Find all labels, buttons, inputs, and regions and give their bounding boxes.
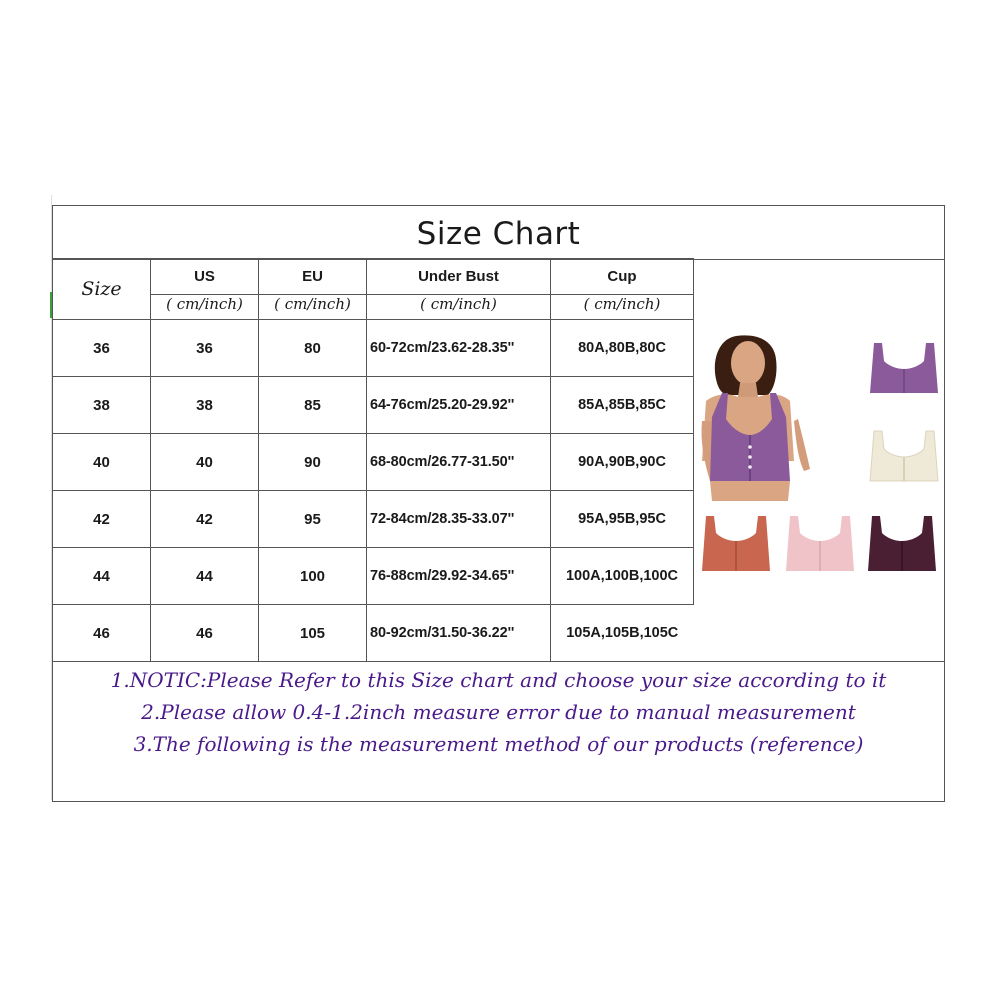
cell-size: 44: [53, 548, 151, 605]
cell-size: 36: [53, 320, 151, 377]
cell-eu: 85: [259, 377, 367, 434]
cell-cup: 85A,85B,85C: [551, 377, 694, 434]
cell-cup: 80A,80B,80C: [551, 320, 694, 377]
unit-us: ( cm/inch): [151, 295, 259, 320]
bra-terracotta: [702, 516, 770, 571]
model-figure: [701, 335, 810, 501]
cell-under-bust: 68-80cm/26.77-31.50'': [367, 434, 551, 491]
cell-size: 46: [53, 605, 151, 662]
cell-us: 36: [151, 320, 259, 377]
cell-eu: 105: [259, 605, 367, 662]
cell-eu: 90: [259, 434, 367, 491]
cell-us: 38: [151, 377, 259, 434]
header-us: US: [151, 259, 259, 295]
unit-under-bust: ( cm/inch): [367, 295, 551, 320]
cell-eu: 95: [259, 491, 367, 548]
cell-under-bust: 64-76cm/25.20-29.92'': [367, 377, 551, 434]
table-row: [53, 491, 694, 548]
cell-cup: 105A,105B,105C: [551, 605, 694, 662]
bra-purple: [870, 343, 938, 393]
cell-us: 40: [151, 434, 259, 491]
bra-pink: [786, 516, 854, 571]
bra-plum: [868, 516, 936, 571]
cell-cup: 95A,95B,95C: [551, 491, 694, 548]
product-photo: [698, 331, 943, 581]
cell-size: 40: [53, 434, 151, 491]
cell-eu: 100: [259, 548, 367, 605]
chart-title: Size Chart: [53, 206, 944, 260]
cell-cup: 90A,90B,90C: [551, 434, 694, 491]
cell-size: 38: [53, 377, 151, 434]
header-cup: Cup: [551, 259, 694, 295]
table-row: [53, 377, 694, 434]
header-under-bust: Under Bust: [367, 259, 551, 295]
header-size: Size: [53, 259, 151, 320]
table-row: [53, 434, 694, 491]
size-table: [52, 258, 694, 661]
notes-section: [53, 661, 944, 760]
table-row: [53, 320, 694, 377]
note-line-3: 3.The following is the measurement method of our products (reference): [133, 732, 864, 756]
table-header-row: [53, 259, 694, 295]
cell-cup: 100A,100B,100C: [551, 548, 694, 605]
bra-cream: [870, 431, 938, 481]
note-line-2: 2.Please allow 0.4-1.2inch measure error due to manual measurement: [141, 700, 856, 724]
cell-us: 42: [151, 491, 259, 548]
header-eu: EU: [259, 259, 367, 295]
cell-us: 46: [151, 605, 259, 662]
cell-under-bust: 76-88cm/29.92-34.65'': [367, 548, 551, 605]
cell-us: 44: [151, 548, 259, 605]
size-chart-frame: [52, 205, 945, 802]
table-row: [53, 548, 694, 605]
cell-under-bust: 60-72cm/23.62-28.35'': [367, 320, 551, 377]
cell-eu: 80: [259, 320, 367, 377]
note-line-1: 1.NOTIC:Please Refer to this Size chart and choose your size according to it: [110, 668, 887, 692]
cell-under-bust: 80-92cm/31.50-36.22'': [367, 605, 551, 662]
unit-eu: ( cm/inch): [259, 295, 367, 320]
cell-size: 42: [53, 491, 151, 548]
table-row: [53, 605, 694, 662]
cell-under-bust: 72-84cm/28.35-33.07'': [367, 491, 551, 548]
unit-cup: ( cm/inch): [551, 295, 694, 320]
